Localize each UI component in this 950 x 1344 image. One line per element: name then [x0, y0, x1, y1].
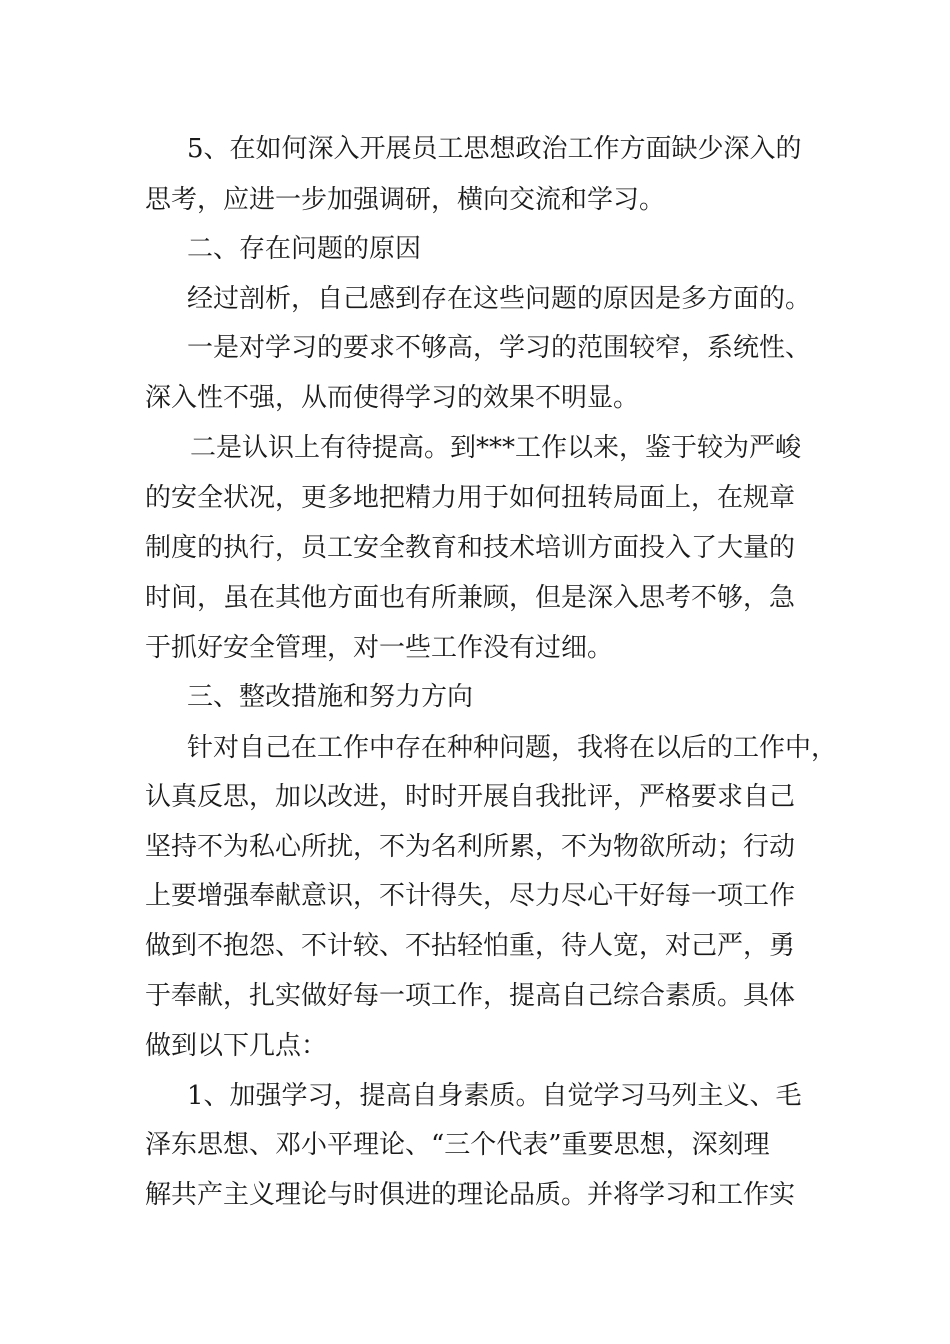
paragraph-line: 思考，应进一步加强调研，横向交流和学习。: [145, 185, 666, 215]
paragraph-line: 时间，虽在其他方面也有所兼顾，但是深入思考不够，急: [145, 583, 796, 613]
paragraph-line: 于奉献，扎实做好每一项工作，提高自己综合素质。具体: [145, 981, 796, 1011]
paragraph-line: 认真反思，加以改进，时时开展自我批评，严格要求自己: [145, 782, 796, 812]
paragraph-line: 的安全状况，更多地把精力用于如何扭转局面上，在规章: [145, 483, 796, 513]
paragraph-line: 制度的执行，员工安全教育和技术培训方面投入了大量的: [145, 533, 796, 563]
paragraph-line: 二是认识上有待提高。到***工作以来，鉴于较为严峻: [190, 433, 802, 463]
paragraph-line: 做到以下几点：: [145, 1031, 328, 1061]
paragraph-line: 经过剖析，自己感到存在这些问题的原因是多方面的。: [187, 284, 812, 314]
paragraph-line: 做到不抱怨、不计较、不拈轻怕重，待人宽，对己严，勇: [145, 931, 796, 961]
paragraph-line: 泽东思想、邓小平理论、“三个代表”重要思想，深刻理: [145, 1130, 770, 1160]
paragraph-line: 深入性不强，从而使得学习的效果不明显。: [145, 383, 640, 413]
section-heading: 二、存在问题的原因: [187, 234, 422, 264]
paragraph-line: 一是对学习的要求不够高，学习的范围较窄，系统性、: [187, 333, 812, 363]
paragraph-line: 5、在如何深入开展员工思想政治工作方面缺少深入的: [187, 134, 802, 164]
paragraph-line: 于抓好安全管理，对一些工作没有过细。: [145, 633, 614, 663]
paragraph-line: 解共产主义理论与时俱进的理论品质。并将学习和工作实: [145, 1180, 796, 1210]
paragraph-line: 1、加强学习，提高自身素质。自觉学习马列主义、毛: [187, 1081, 802, 1111]
paragraph-line: 针对自己在工作中存在种种问题，我将在以后的工作中，: [187, 733, 838, 763]
paragraph-line: 坚持不为私心所扰，不为名利所累，不为物欲所动；行动: [145, 832, 796, 862]
paragraph-line: 上要增强奉献意识，不计得失，尽力尽心干好每一项工作: [145, 881, 796, 911]
section-heading: 三、整改措施和努力方向: [187, 682, 474, 712]
